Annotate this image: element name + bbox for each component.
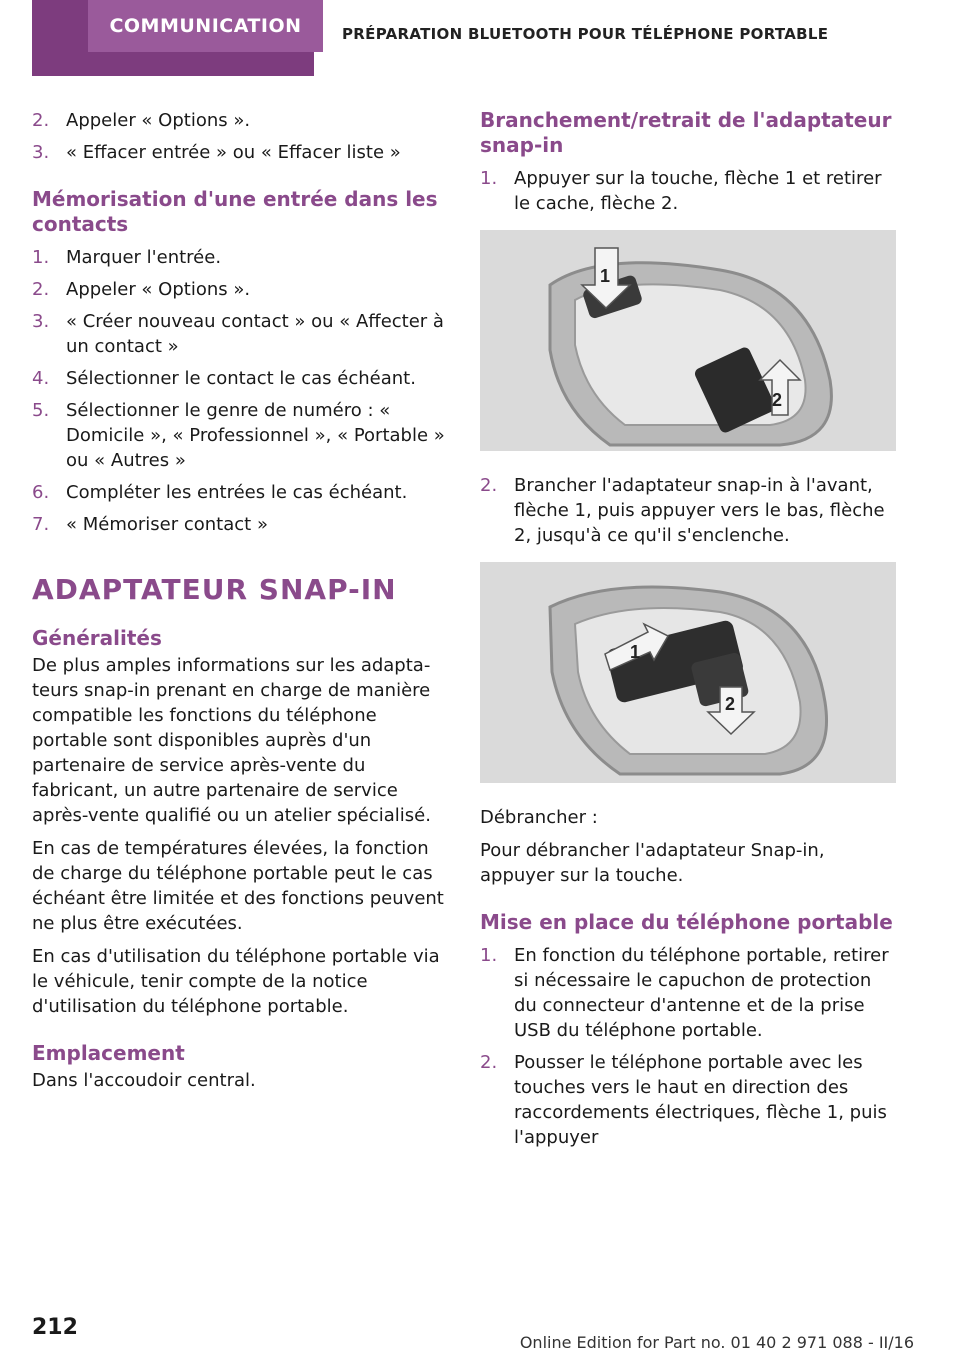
memorisation-steps-list — [32, 245, 446, 537]
step-text: Appeler « Options ». — [66, 279, 251, 300]
list-item — [480, 473, 896, 548]
list-item — [480, 166, 896, 216]
list-item — [480, 943, 896, 1043]
list-item — [32, 245, 446, 270]
list-item — [32, 366, 446, 391]
step-number: 3. — [32, 311, 50, 332]
snap-in-insertion-illustration — [480, 562, 896, 783]
step-text: « Mémoriser contact » — [66, 514, 268, 535]
step-text: Appuyer sur la touche, flèche 1 et retirer le cache, flèche 2. — [514, 168, 882, 214]
generalites-paragraph: De plus amples informations sur les adaptateurs snap-in prenant en charge de manière compatible les fonctions du téléphone portable sont disponibles auprès d'un partenaire de service après-vente du fabricant, un autre partenaire de service après-vente qualifié ou un atelier spécialisé. — [32, 655, 431, 826]
step-text: Marquer l'entrée. — [66, 247, 222, 268]
step-number: 5. — [32, 400, 50, 421]
list-item — [32, 398, 446, 473]
step-text: Appeler « Options ». — [66, 110, 251, 131]
step-text: Sélectionner le contact le cas échéant. — [66, 368, 416, 389]
edition-footer: Online Edition for Part no. 01 40 2 971 088 - II/16 — [519, 1333, 914, 1352]
page-number: 212 — [32, 1315, 78, 1340]
step-text: Compléter les entrées le cas échéant. — [66, 482, 408, 503]
generalites-paragraph: En cas d'utilisation du téléphone portable via le véhicule, tenir compte de la notice d'utilisation du téléphone portable. — [32, 946, 440, 1017]
list-item — [32, 108, 446, 133]
left-column — [32, 108, 446, 1101]
step-number: 7. — [32, 514, 50, 535]
step-text: Pousser le téléphone portable avec les touches vers le haut en direction des raccordements électriques, flèche 1, puis l'appuyer — [514, 1052, 887, 1148]
step-number: 1. — [480, 945, 498, 966]
step-number: 1. — [480, 168, 498, 189]
emplacement-text: Dans l'accoudoir central. — [32, 1070, 256, 1091]
list-item — [480, 1050, 896, 1150]
debrancher-text: Pour débrancher l'adaptateur Snap-in, appuyer sur la touche. — [480, 840, 825, 886]
debrancher-label: Débrancher : — [480, 807, 598, 828]
adaptateur-heading: ADAPTATEUR SNAP-IN — [32, 573, 397, 606]
section-tab — [32, 0, 314, 76]
list-item — [32, 140, 446, 165]
step-number: 2. — [480, 475, 498, 496]
arrow-label: 2 — [725, 694, 736, 714]
step-number: 1. — [32, 247, 50, 268]
step-number: 3. — [32, 142, 50, 163]
branchement-heading: Branchement/retrait de l'adaptateur snap-in — [480, 108, 892, 157]
arrow-label: 1 — [600, 266, 611, 286]
armrest-cover-illustration — [480, 230, 896, 451]
intro-steps-list — [32, 108, 446, 165]
step-text: En fonction du téléphone portable, retirer si nécessaire le capuchon de protection du connecteur d'antenne et de la prise USB du téléphone portable. — [514, 945, 889, 1041]
step-text: « Effacer entrée » ou « Effacer liste » — [66, 142, 401, 163]
step-number: 6. — [32, 482, 50, 503]
generalites-paragraph: En cas de températures élevées, la fonction de charge du téléphone portable peut le cas échéant être limitée et des fonctions peuvent ne plus être exécutées. — [32, 838, 444, 934]
step-text: Brancher l'adaptateur snap-in à l'avant, flèche 1, puis appuyer vers le bas, flèche 2, jusqu'à ce qu'il s'enclenche. — [514, 475, 885, 546]
generalites-heading: Généralités — [32, 626, 162, 650]
list-item — [32, 277, 446, 302]
arrow-label: 2 — [772, 390, 783, 410]
step-text: « Créer nouveau contact » ou « Affecter à un contact » — [66, 311, 444, 357]
step-text: Sélectionner le genre de numéro : « Domicile », « Professionnel », « Portable » ou « Autres » — [66, 400, 445, 471]
step-number: 2. — [32, 279, 50, 300]
step-number: 2. — [32, 110, 50, 131]
mise-en-place-steps-list — [480, 943, 896, 1150]
list-item — [32, 309, 446, 359]
right-column — [480, 108, 896, 1157]
arrow-label: 1 — [630, 642, 641, 662]
list-item — [32, 512, 446, 537]
emplacement-heading: Emplacement — [32, 1041, 185, 1065]
memorisation-heading: Mémorisation d'une entrée dans les contacts — [32, 187, 438, 236]
list-item — [32, 480, 446, 505]
step-number: 2. — [480, 1052, 498, 1073]
mise-en-place-heading: Mise en place du téléphone portable — [480, 910, 893, 934]
page-header-title: PRÉPARATION BLUETOOTH POUR TÉLÉPHONE PORTABLE — [342, 25, 829, 43]
branchement-step1-list — [480, 166, 896, 216]
section-tab-label: COMMUNICATION — [88, 0, 323, 52]
step-number: 4. — [32, 368, 50, 389]
branchement-step2-list — [480, 473, 896, 548]
